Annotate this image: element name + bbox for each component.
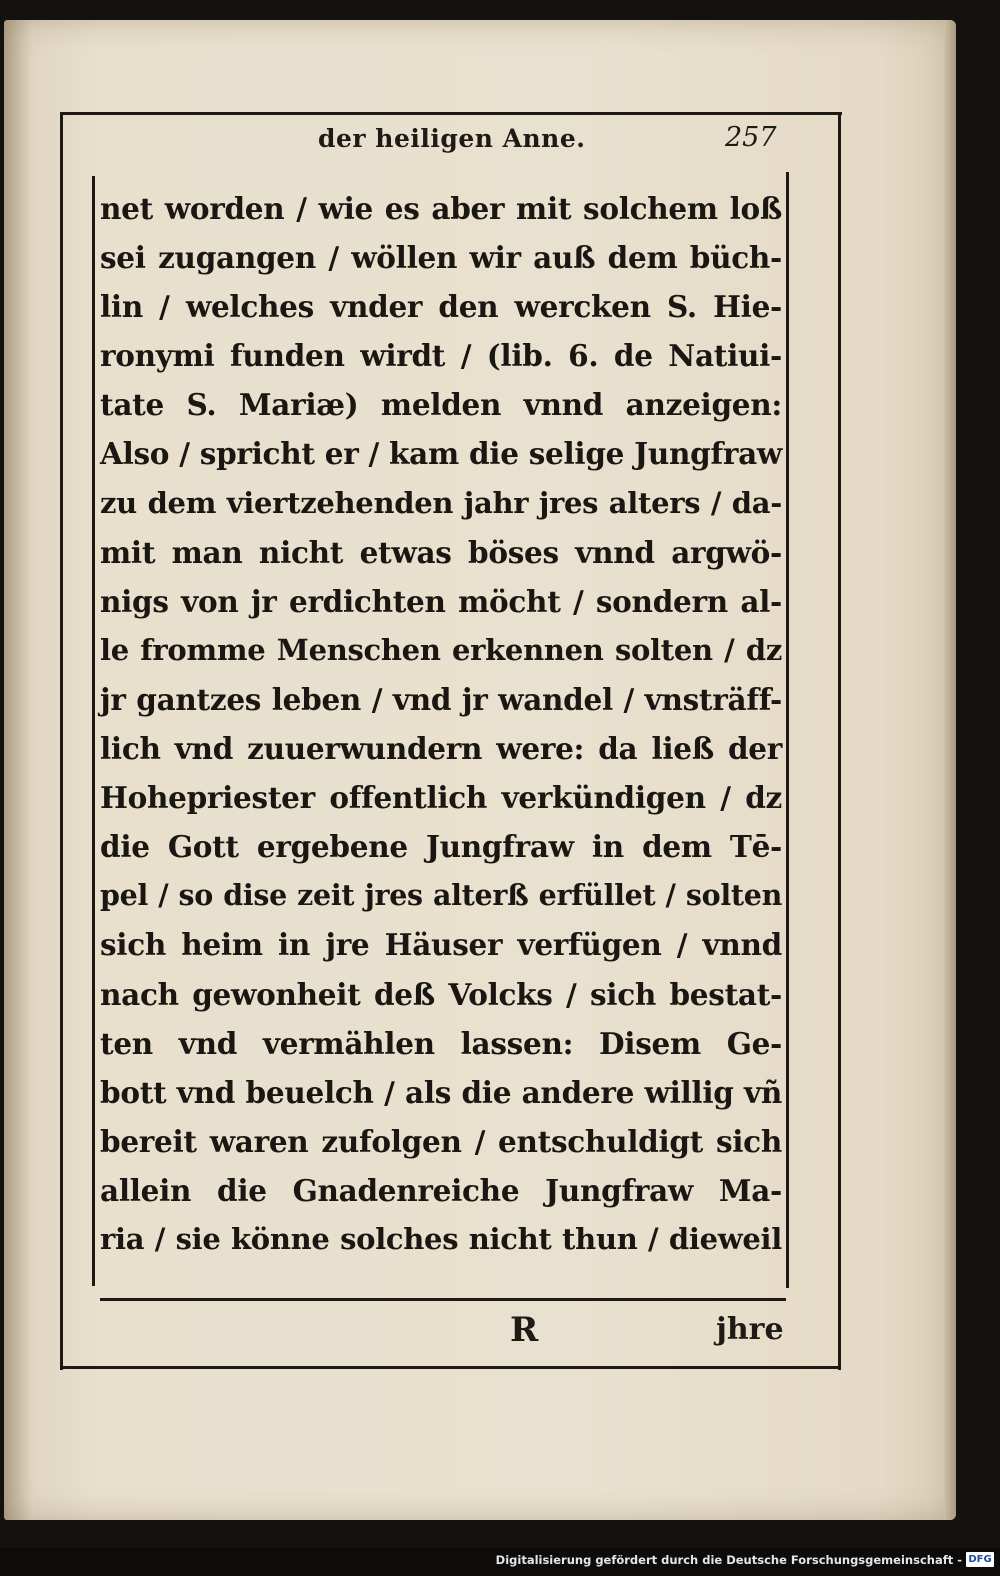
text-line: ten vnd vermählen lassen: Disem Ge- — [100, 1025, 782, 1061]
text-line: mit man nicht etwas böses vnnd argwö- — [100, 534, 782, 570]
text-line: Hohepriester offentlich verkündigen / dz — [100, 780, 782, 816]
catchword: jhre — [716, 1312, 784, 1347]
left-frame-rule — [60, 112, 63, 1370]
bottom-frame-rule — [60, 1366, 841, 1369]
text-line: tate S. Mariæ) melden vnnd anzeigen: — [100, 387, 782, 423]
text-line: le fromme Menschen erkennen solten / dz — [100, 632, 782, 667]
text-line: net worden / wie es aber mit solchem loß — [100, 191, 782, 226]
text-line: nach gewonheit deß Volcks / sich bestat- — [100, 976, 782, 1012]
text-line: bott vnd beuelch / als die andere willig vñ — [100, 1074, 782, 1110]
text-line: lich vnd zuuerwundern were: da ließ der — [100, 731, 782, 767]
text-line: Also / spricht er / kam die selige Jungfraw — [100, 436, 782, 472]
funding-credit: Digitalisierung gefördert durch die Deutsche Forschungsgemeinschaft - — [495, 1553, 962, 1567]
text-line: sei zugangen / wöllen wir auß dem büch- — [100, 240, 782, 276]
dfg-logo: DFG — [966, 1552, 994, 1567]
right-frame-rule — [838, 112, 841, 1370]
signature-mark: R — [510, 1310, 539, 1350]
text-line: lin / welches vnder den wercken S. Hie- — [100, 289, 782, 325]
text-line: ronymi funden wirdt / (lib. 6. de Natiui- — [100, 338, 782, 374]
text-line: ria / sie könne solches nicht thun / dieweil — [100, 1221, 782, 1256]
text-right-rule — [786, 172, 789, 1288]
page-number: 257 — [725, 122, 777, 153]
text-bottom-rule — [100, 1298, 786, 1301]
text-line: bereit waren zufolgen / entschuldigt sich — [100, 1123, 782, 1159]
text-line: jr gantzes leben / vnd jr wandel / vnsträff- — [100, 681, 782, 717]
running-head: der heiligen Anne. — [318, 124, 586, 153]
text-line: pel / so dise zeit jres alterß erfüllet / solten — [100, 878, 782, 913]
text-left-rule — [92, 176, 95, 1286]
text-line: sich heim in jre Häuser verfügen / vnnd — [100, 927, 782, 963]
text-line: allein die Gnadenreiche Jungfraw Ma- — [100, 1172, 782, 1208]
text-line: zu dem viertzehenden jahr jres alters / da- — [100, 485, 782, 520]
top-rule — [60, 112, 842, 115]
text-line: nigs von jr erdichten möcht / sondern al- — [100, 583, 782, 619]
text-line: die Gott ergebene Jungfraw in dem Tē- — [100, 829, 782, 865]
body-text — [100, 184, 782, 1264]
page-edge — [944, 20, 956, 1520]
